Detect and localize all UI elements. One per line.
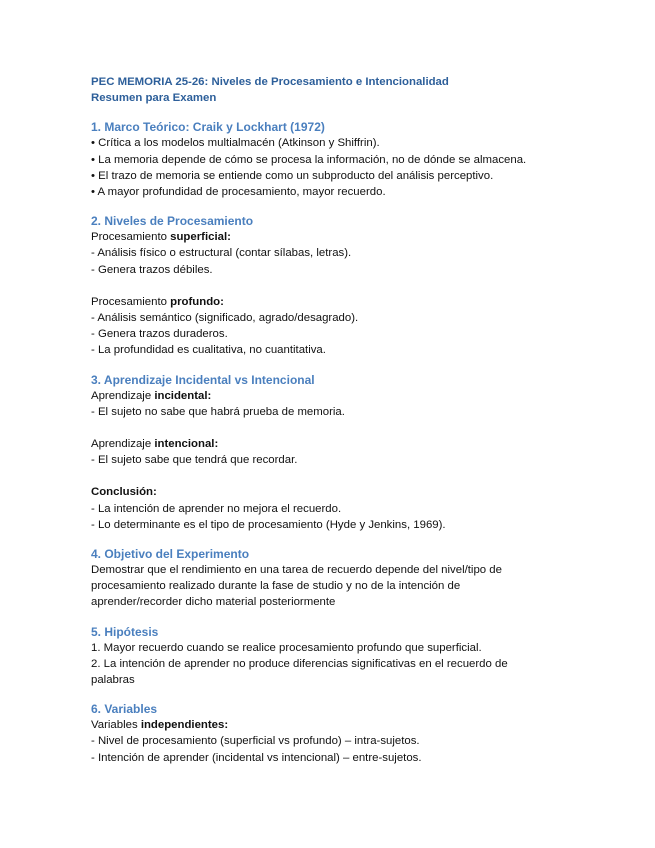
subheading-profundo bbox=[91, 294, 615, 310]
subheading-bold: independientes: bbox=[140, 719, 229, 732]
subheading-prefix: Aprendizaje bbox=[91, 389, 155, 402]
subheading-incidental bbox=[91, 388, 615, 404]
list-item: - El sujeto sabe que tendrá que recordar. bbox=[91, 454, 298, 467]
subheading-prefix: Variables bbox=[91, 719, 141, 732]
section-objetivo bbox=[91, 546, 615, 611]
subheading-prefix: Procesamiento bbox=[91, 295, 171, 308]
title-line-2: Resumen para Examen bbox=[91, 92, 217, 105]
section-variables bbox=[91, 701, 615, 766]
list-item: - Intención de aprender (incidental vs intencional) – entre-sujetos. bbox=[91, 751, 422, 764]
list-item: - Lo determinante es el tipo de procesamiento (Hyde y Jenkins, 1969). bbox=[91, 518, 446, 531]
subheading-bold: profundo: bbox=[170, 295, 224, 308]
section-marco-teorico bbox=[91, 119, 615, 200]
document-title bbox=[91, 74, 615, 106]
list-item: - Genera trazos débiles. bbox=[91, 263, 213, 276]
section-heading-5: 5. Hipótesis bbox=[91, 624, 159, 639]
subheading-bold: superficial: bbox=[170, 231, 231, 244]
spacer bbox=[91, 420, 615, 436]
conclusion-label bbox=[91, 484, 615, 500]
section-heading-2: 2. Niveles de Procesamiento bbox=[91, 214, 254, 229]
subheading-prefix: Aprendizaje bbox=[91, 438, 155, 451]
bullet-item: • Crítica a los modelos multialmacén (Atkinson y Shiffrin). bbox=[91, 137, 380, 150]
list-item: - El sujeto no sabe que habrá prueba de memoria. bbox=[91, 405, 345, 418]
list-item: - Genera trazos duraderos. bbox=[91, 328, 228, 341]
spacer bbox=[91, 278, 615, 294]
section-heading-6: 6. Variables bbox=[91, 702, 158, 717]
section-hipotesis bbox=[91, 624, 615, 689]
title-line-1: PEC MEMORIA 25-26: Niveles de Procesamiento e Intencionalidad bbox=[91, 76, 449, 88]
bullet-item: • El trazo de memoria se entiende como un subproducto del análisis perceptivo. bbox=[91, 169, 494, 182]
hypothesis-item: 2. La intención de aprender no produce diferencias significativas en el recuerdo de palabras bbox=[91, 657, 508, 687]
section-heading-4: 4. Objetivo del Experimento bbox=[91, 547, 250, 562]
section-heading-3: 3. Aprendizaje Incidental vs Intencional bbox=[91, 372, 315, 387]
list-item: - La profundidad es cualitativa, no cuantitativa. bbox=[91, 344, 326, 357]
bullet-item: • A mayor profundidad de procesamiento, mayor recuerdo. bbox=[91, 186, 386, 199]
section-aprendizaje bbox=[91, 372, 615, 533]
list-item: - La intención de aprender no mejora el recuerdo. bbox=[91, 502, 342, 515]
section-heading-1: 1. Marco Teórico: Craik y Lockhart (1972) bbox=[91, 120, 325, 135]
hypothesis-item: 1. Mayor recuerdo cuando se realice procesamiento profundo que superficial. bbox=[91, 641, 482, 654]
list-item: - Análisis físico o estructural (contar sílabas, letras). bbox=[91, 247, 352, 260]
subheading-intencional bbox=[91, 436, 615, 452]
list-item: - Nivel de procesamiento (superficial vs profundo) – intra-sujetos. bbox=[91, 735, 420, 748]
subheading-superficial bbox=[91, 229, 615, 245]
subheading-prefix: Procesamiento bbox=[91, 231, 171, 244]
objective-paragraph: Demostrar que el rendimiento en una tarea de recuerdo depende del nivel/tipo de procesamiento realizado durante la fase de studio y no de la intención de aprender/recorder dicho material posteriormente bbox=[91, 564, 502, 609]
spacer bbox=[91, 468, 615, 484]
list-item: - Análisis semántico (significado, agrado/desagrado). bbox=[91, 312, 359, 325]
section-niveles bbox=[91, 213, 615, 358]
conclusion-label-text: Conclusión: bbox=[91, 486, 157, 499]
bullet-item: • La memoria depende de cómo se procesa la información, no de dónde se almacena. bbox=[91, 153, 527, 166]
subheading-bold: incidental: bbox=[154, 389, 212, 402]
subheading-independientes bbox=[91, 717, 615, 733]
subheading-bold: intencional: bbox=[154, 438, 219, 451]
